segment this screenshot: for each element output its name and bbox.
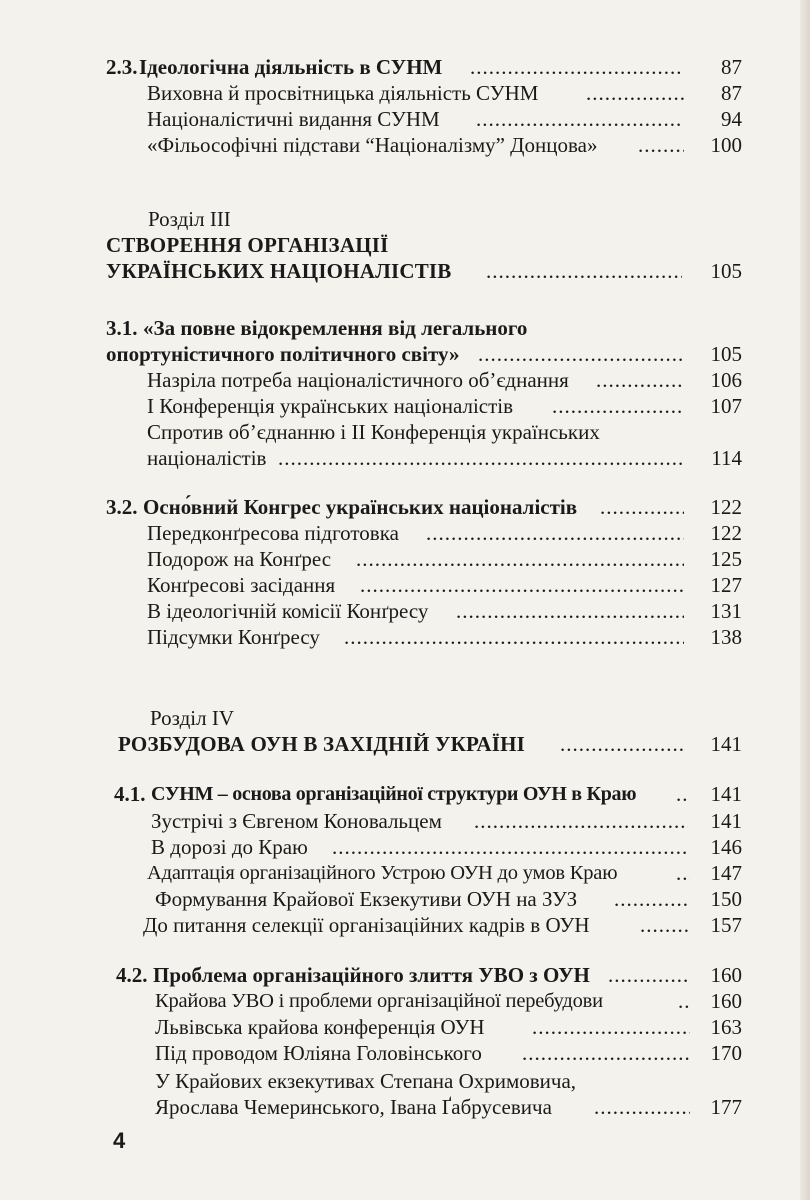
page-ref: 160 bbox=[710, 989, 742, 1013]
page-ref: 106 bbox=[710, 368, 742, 392]
page-ref: 150 bbox=[710, 887, 742, 911]
toc-section-4-1[interactable] bbox=[0, 779, 810, 809]
part-3-title[interactable] bbox=[0, 256, 810, 286]
item-title: Зустрічі з Євгеном Коновальцем bbox=[151, 809, 442, 833]
section-number: 3.1. bbox=[106, 316, 138, 340]
item-title: Львівська крайова конференція ОУН bbox=[155, 1015, 485, 1039]
item-title: Подорож на Конґрес bbox=[147, 547, 332, 571]
page-ref: 141 bbox=[710, 782, 742, 806]
page-ref: 87 bbox=[721, 81, 742, 105]
item-title: В ідеологічній комісії Конґресу bbox=[147, 599, 429, 623]
item-title: До питання селекції організаційних кадрів в ОУН bbox=[143, 913, 590, 937]
leader-dots bbox=[560, 729, 686, 759]
page-ref: 170 bbox=[710, 1041, 742, 1065]
leader-dots bbox=[486, 256, 682, 286]
page-ref: 163 bbox=[710, 1015, 742, 1039]
page-ref: 177 bbox=[710, 1095, 742, 1119]
page-ref: 105 bbox=[710, 259, 742, 283]
item-title: Виховна й просвітницька діяльність СУНМ bbox=[147, 81, 539, 105]
section-title: Ідеологічна діяльність в СУНМ bbox=[139, 55, 443, 79]
page-ref: 87 bbox=[721, 55, 742, 79]
toc-item[interactable] bbox=[0, 910, 810, 940]
section-title-line1: «За повне відокремлення від легального bbox=[143, 316, 528, 340]
part-4-title-text: РОЗБУДОВА ОУН В ЗАХІДНІЙ УКРАЇНІ bbox=[118, 732, 525, 756]
page-ref: 105 bbox=[710, 342, 742, 366]
item-title: В дорозі до Краю bbox=[151, 835, 308, 859]
page-ref: 141 bbox=[710, 732, 742, 756]
item-title: Передконґресова підготовка bbox=[147, 521, 399, 545]
item-title: Під проводом Юліяна Головінського bbox=[155, 1041, 482, 1065]
page-ref: 147 bbox=[710, 861, 742, 885]
item-title: Конґресові засідання bbox=[147, 573, 336, 597]
leader-dots bbox=[344, 622, 684, 652]
item-title: Назріла потреба націоналістичного об’єднання bbox=[147, 368, 569, 392]
toc-item[interactable] bbox=[0, 1038, 810, 1068]
part-3-title-line1: СТВОРЕННЯ ОРГАНІЗАЦІЇ bbox=[106, 233, 389, 257]
item-title: Підсумки Конґресу bbox=[147, 625, 320, 649]
item-title-line2: Ярослава Чемеринського, Івана Ґабрусевича bbox=[155, 1095, 552, 1119]
section-number: 4.2. bbox=[116, 963, 148, 987]
part-4-title[interactable] bbox=[0, 729, 810, 759]
section-number: 2.3. bbox=[106, 55, 138, 79]
leader-dots bbox=[638, 130, 684, 160]
toc-item-line2[interactable] bbox=[0, 1092, 810, 1122]
section-title: СУНМ – основа організаційної структури ОУН в Краю bbox=[151, 783, 637, 805]
part-3-title-line2: УКРАЇНСЬКИХ НАЦІОНАЛІСТІВ bbox=[106, 259, 452, 283]
page-ref: 138 bbox=[710, 625, 742, 649]
page-ref: 114 bbox=[711, 446, 742, 470]
section-number: 4.1. bbox=[114, 782, 146, 806]
item-title: Формування Крайової Екзекутиви ОУН на ЗУЗ bbox=[155, 887, 578, 911]
item-title: «Фільософічні підстави “Націоналізму” Донцова» bbox=[147, 133, 598, 157]
page-ref: 131 bbox=[710, 599, 742, 623]
page-ref: 146 bbox=[710, 835, 742, 859]
item-title: Адаптація організаційного Устрою ОУН до умов Краю bbox=[147, 862, 618, 884]
leader-dots bbox=[278, 443, 684, 473]
item-title-line2: націоналістів bbox=[147, 446, 267, 470]
page-ref: 127 bbox=[710, 573, 742, 597]
page-number: 4 bbox=[113, 1128, 126, 1153]
page-ref: 125 bbox=[710, 547, 742, 571]
page-ref: 160 bbox=[710, 963, 742, 987]
item-title-line1: Спротив об’єднанню і ІІ Конференція українських bbox=[147, 420, 600, 444]
toc-item[interactable] bbox=[0, 622, 810, 652]
item-title: Націоналістичні видання СУНМ bbox=[147, 107, 440, 131]
page-ref: 122 bbox=[710, 521, 742, 545]
toc-item[interactable] bbox=[0, 130, 810, 160]
part-3-label: Розділ III bbox=[148, 207, 231, 231]
item-title: Крайова УВО і проблеми організаційної перебудови bbox=[155, 990, 603, 1012]
toc-item-line2[interactable] bbox=[0, 443, 810, 473]
page-ref: 141 bbox=[710, 809, 742, 833]
section-title-line2: опортуністичного політичного світу» bbox=[106, 342, 460, 366]
page-ref: 122 bbox=[710, 495, 742, 519]
section-number: 3.2. bbox=[106, 495, 138, 519]
page-ref: 107 bbox=[710, 394, 742, 418]
section-title: Осно́вний Конгрес українських націоналістів bbox=[143, 495, 578, 519]
part-4-label: Розділ IV bbox=[150, 706, 234, 730]
page-ref: 100 bbox=[710, 133, 742, 157]
item-title-line1: У Крайових екзекутивах Степана Охримовича, bbox=[155, 1069, 577, 1093]
section-title: Проблема організаційного злиття УВО з ОУН bbox=[153, 963, 590, 987]
leader-dots bbox=[522, 1038, 690, 1068]
page-ref: 94 bbox=[721, 107, 742, 131]
item-title: І Конференція українських націоналістів bbox=[147, 394, 514, 418]
leader-dots bbox=[594, 1092, 690, 1122]
page-ref: 157 bbox=[710, 913, 742, 937]
